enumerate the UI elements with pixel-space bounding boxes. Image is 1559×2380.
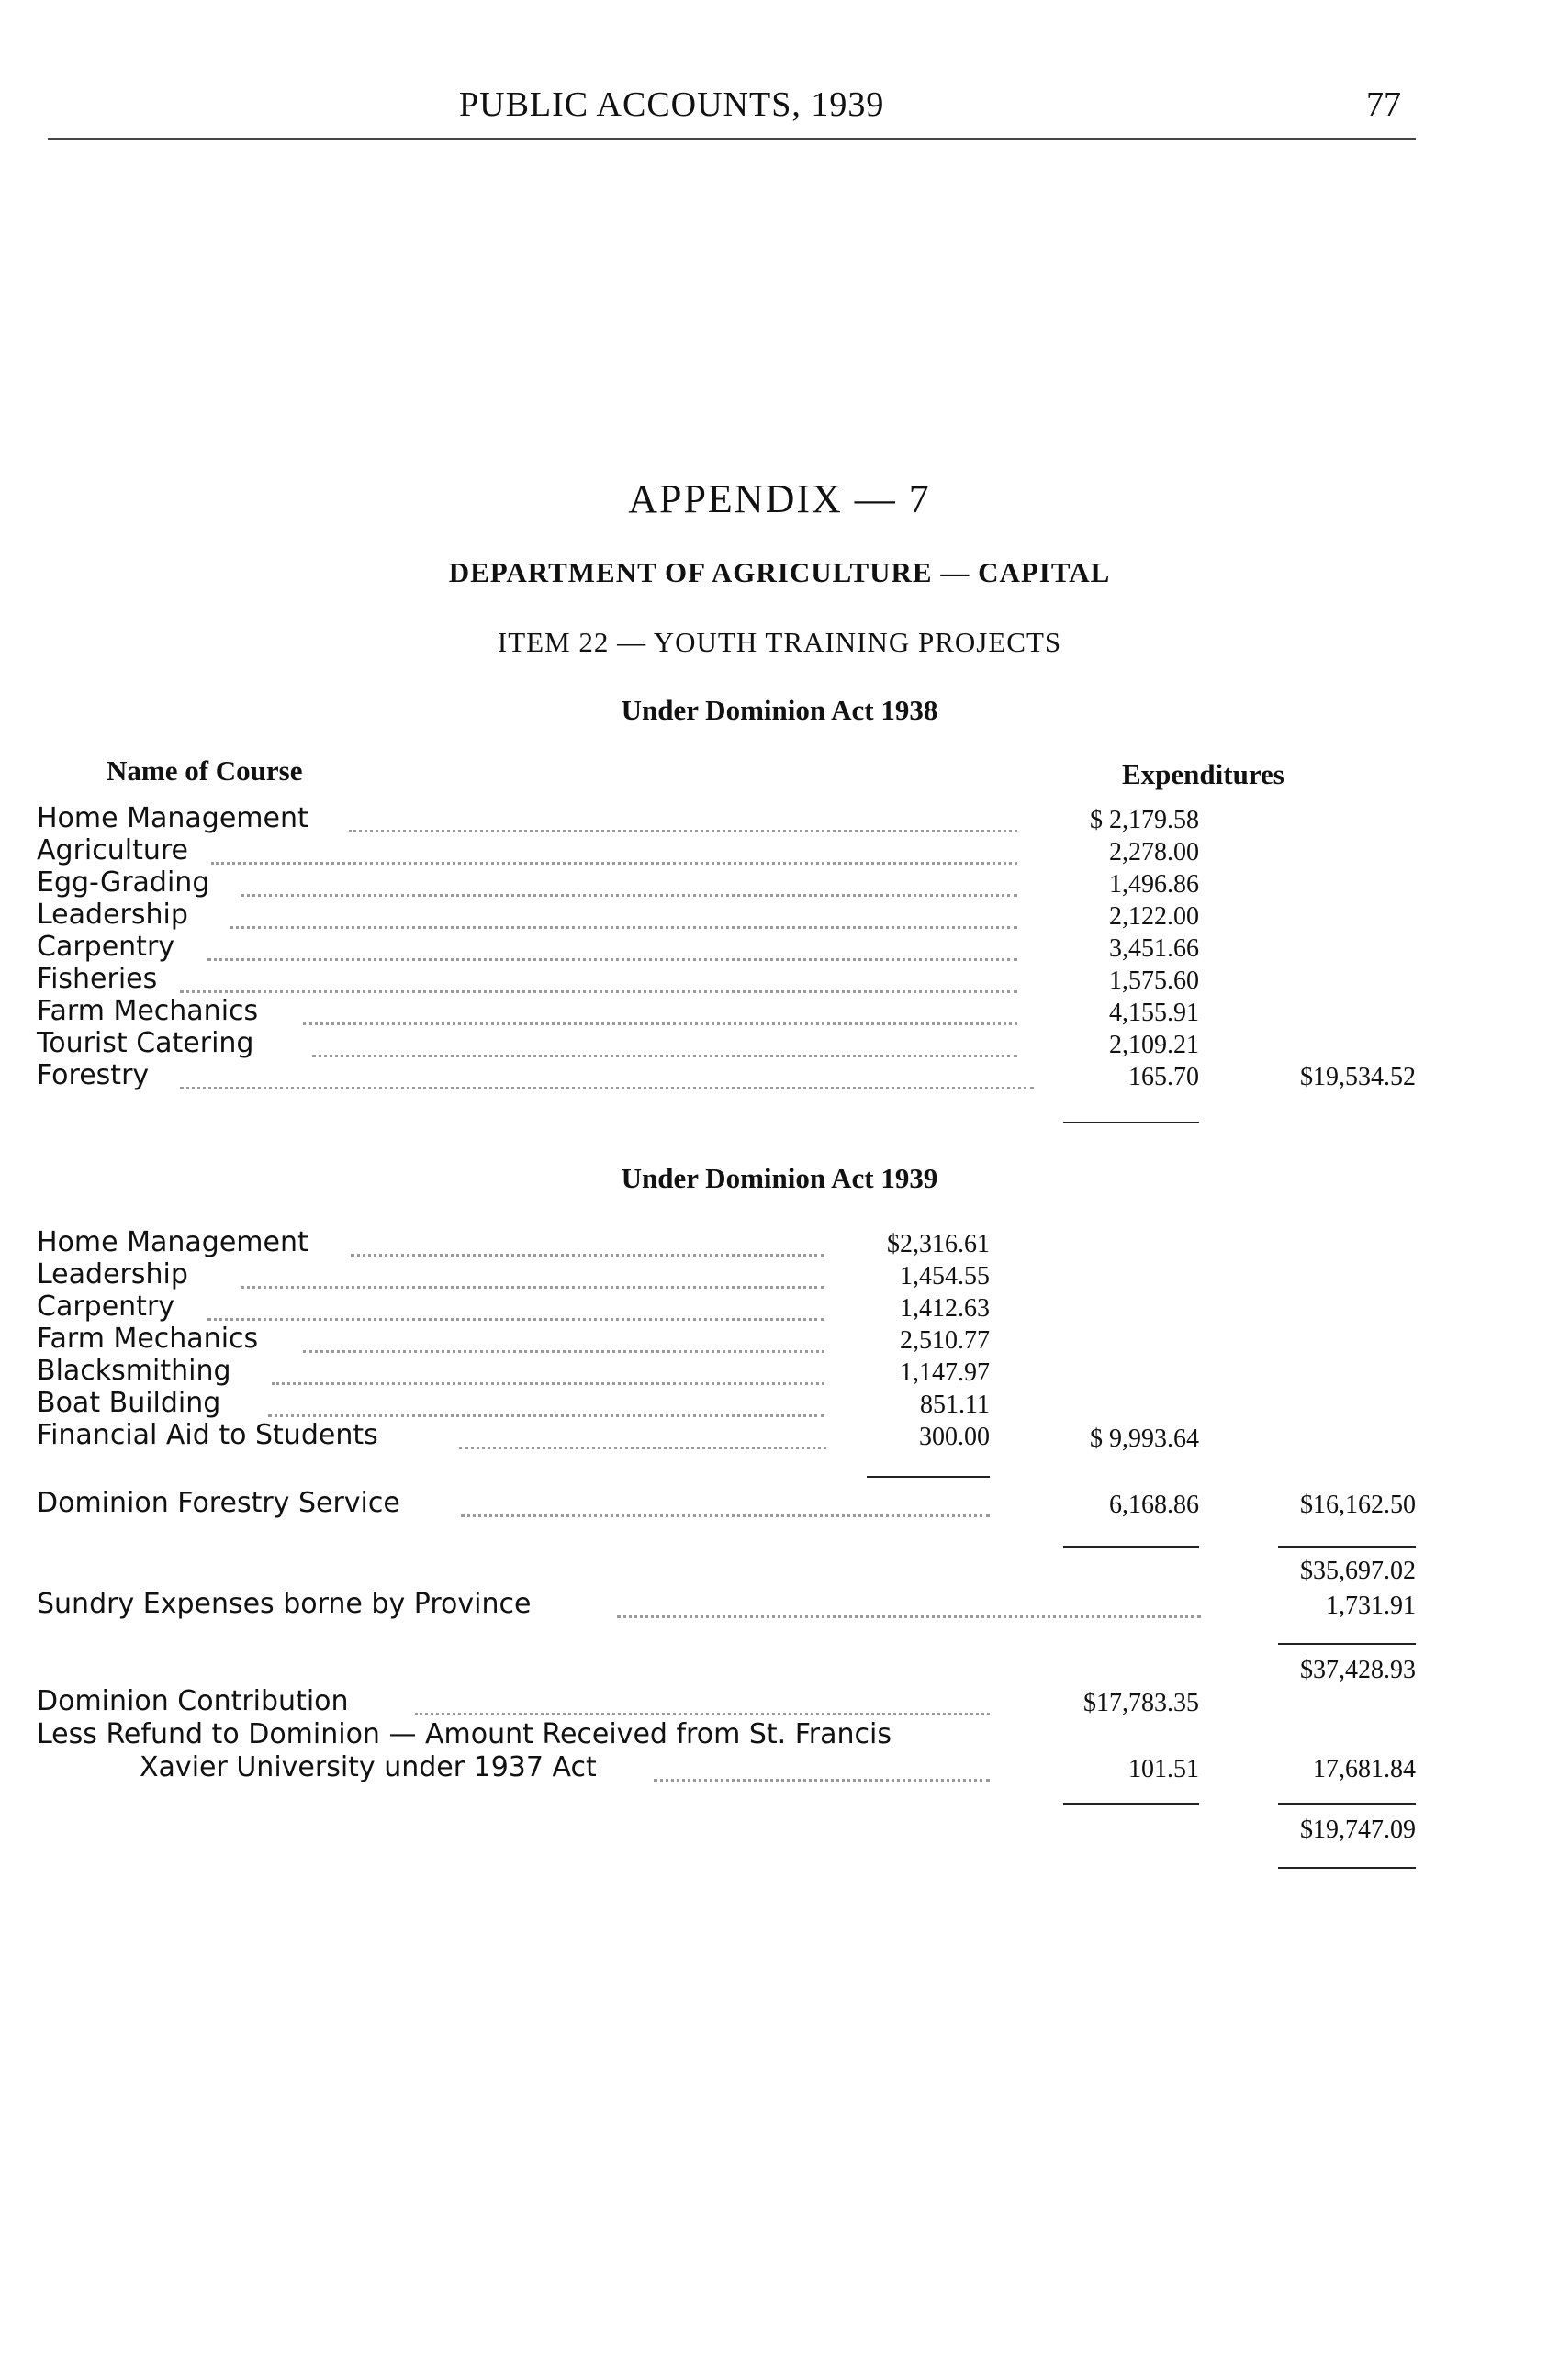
row-label: Leadership (37, 899, 188, 931)
page-number: 77 (1366, 85, 1401, 124)
rule (1063, 1803, 1199, 1805)
row-amount: 300.00 (919, 1423, 990, 1451)
sundry-label: Sundry Expenses borne by Province (37, 1588, 532, 1620)
row-amount: 1,575.60 (1109, 967, 1199, 995)
row-label: Leadership (37, 1258, 188, 1291)
section-1939-heading: Under Dominion Act 1939 (621, 1162, 938, 1194)
contribution-amount: $17,783.35 (1083, 1689, 1199, 1717)
row-amount: 1,454.55 (900, 1262, 990, 1291)
section-1938-heading: Under Dominion Act 1938 (621, 694, 938, 726)
row-amount: 2,122.00 (1109, 902, 1199, 931)
leader-dots (312, 1055, 1017, 1057)
forestry-service-amount: 6,168.86 (1109, 1491, 1199, 1519)
col-name-of-course: Name of Course (107, 754, 303, 787)
leader-dots (241, 894, 1017, 897)
leader-dots (303, 1022, 1017, 1025)
section-1939-subtotal: $ 9,993.64 (1090, 1425, 1199, 1453)
row-amount: 2,109.21 (1109, 1031, 1199, 1059)
row-label: Financial Aid to Students (37, 1419, 378, 1451)
row-label: Boat Building (37, 1387, 221, 1419)
row-label: Carpentry (37, 931, 175, 963)
item-title: ITEM 22 — YOUTH TRAINING PROJECTS (497, 626, 1062, 658)
refund-net: 17,681.84 (1313, 1755, 1416, 1783)
leader-dots (211, 862, 1017, 865)
leader-dots (180, 1087, 1034, 1089)
leader-dots (230, 926, 1017, 929)
refund-label-line2: Xavier University under 1937 Act (140, 1751, 597, 1783)
contribution-label: Dominion Contribution (37, 1685, 349, 1717)
refund-label-line1: Less Refund to Dominion — Amount Received from St. Francis (37, 1718, 892, 1750)
row-amount: $ 2,179.58 (1090, 806, 1199, 834)
leader-dots (272, 1382, 824, 1385)
row-label: Tourist Catering (37, 1027, 254, 1059)
header-rule (48, 138, 1416, 140)
sundry-amount: 1,731.91 (1326, 1592, 1416, 1620)
leader-dots (654, 1779, 990, 1782)
leader-dots (415, 1713, 990, 1715)
refund-amount: 101.51 (1128, 1755, 1199, 1783)
forestry-service-total: $16,162.50 (1300, 1491, 1416, 1519)
leader-dots (461, 1514, 990, 1517)
row-label: Egg-Grading (37, 866, 210, 899)
row-label: Forestry (37, 1059, 150, 1091)
section-1938-total: $19,534.52 (1300, 1063, 1416, 1091)
row-label: Fisheries (37, 963, 158, 995)
final-total: $19,747.09 (1300, 1816, 1416, 1844)
row-label: Carpentry (37, 1291, 175, 1323)
leader-dots (207, 1318, 824, 1321)
combined-total: $35,697.02 (1300, 1557, 1416, 1585)
leader-dots (207, 958, 1017, 961)
appendix-title: APPENDIX — 7 (628, 476, 931, 521)
running-head: PUBLIC ACCOUNTS, 1939 (459, 85, 885, 124)
department-title: DEPARTMENT OF AGRICULTURE — CAPITAL (448, 556, 1111, 588)
row-label: Farm Mechanics (37, 995, 259, 1027)
row-amount: 1,147.97 (900, 1358, 990, 1387)
row-amount: 851.11 (920, 1391, 990, 1419)
leader-dots (303, 1350, 824, 1353)
row-label: Home Management (37, 802, 308, 834)
leader-dots (180, 990, 1017, 993)
rule (867, 1476, 990, 1478)
row-label: Blacksmithing (37, 1355, 231, 1387)
leader-dots (617, 1615, 1201, 1618)
row-label: Farm Mechanics (37, 1323, 259, 1355)
leader-dots (268, 1414, 824, 1417)
row-amount: 3,451.66 (1109, 934, 1199, 963)
rule (1063, 1122, 1199, 1123)
rule (1278, 1867, 1416, 1869)
rule (1278, 1546, 1416, 1548)
leader-dots (459, 1447, 826, 1449)
leader-dots (349, 830, 1017, 832)
row-amount: 1,496.86 (1109, 870, 1199, 899)
row-amount: 2,278.00 (1109, 838, 1199, 866)
leader-dots (241, 1286, 824, 1289)
row-amount: 1,412.63 (900, 1294, 990, 1323)
grand-total: $37,428.93 (1300, 1656, 1416, 1684)
row-label: Agriculture (37, 834, 188, 866)
rule (1278, 1643, 1416, 1645)
row-amount: $2,316.61 (887, 1230, 990, 1258)
forestry-service-label: Dominion Forestry Service (37, 1487, 400, 1519)
rule (1063, 1546, 1199, 1548)
col-expenditures: Expenditures (1122, 758, 1284, 790)
row-amount: 4,155.91 (1109, 999, 1199, 1027)
row-amount: 165.70 (1128, 1063, 1199, 1091)
leader-dots (351, 1254, 824, 1257)
row-label: Home Management (37, 1226, 308, 1258)
row-amount: 2,510.77 (900, 1326, 990, 1355)
rule (1278, 1803, 1416, 1805)
